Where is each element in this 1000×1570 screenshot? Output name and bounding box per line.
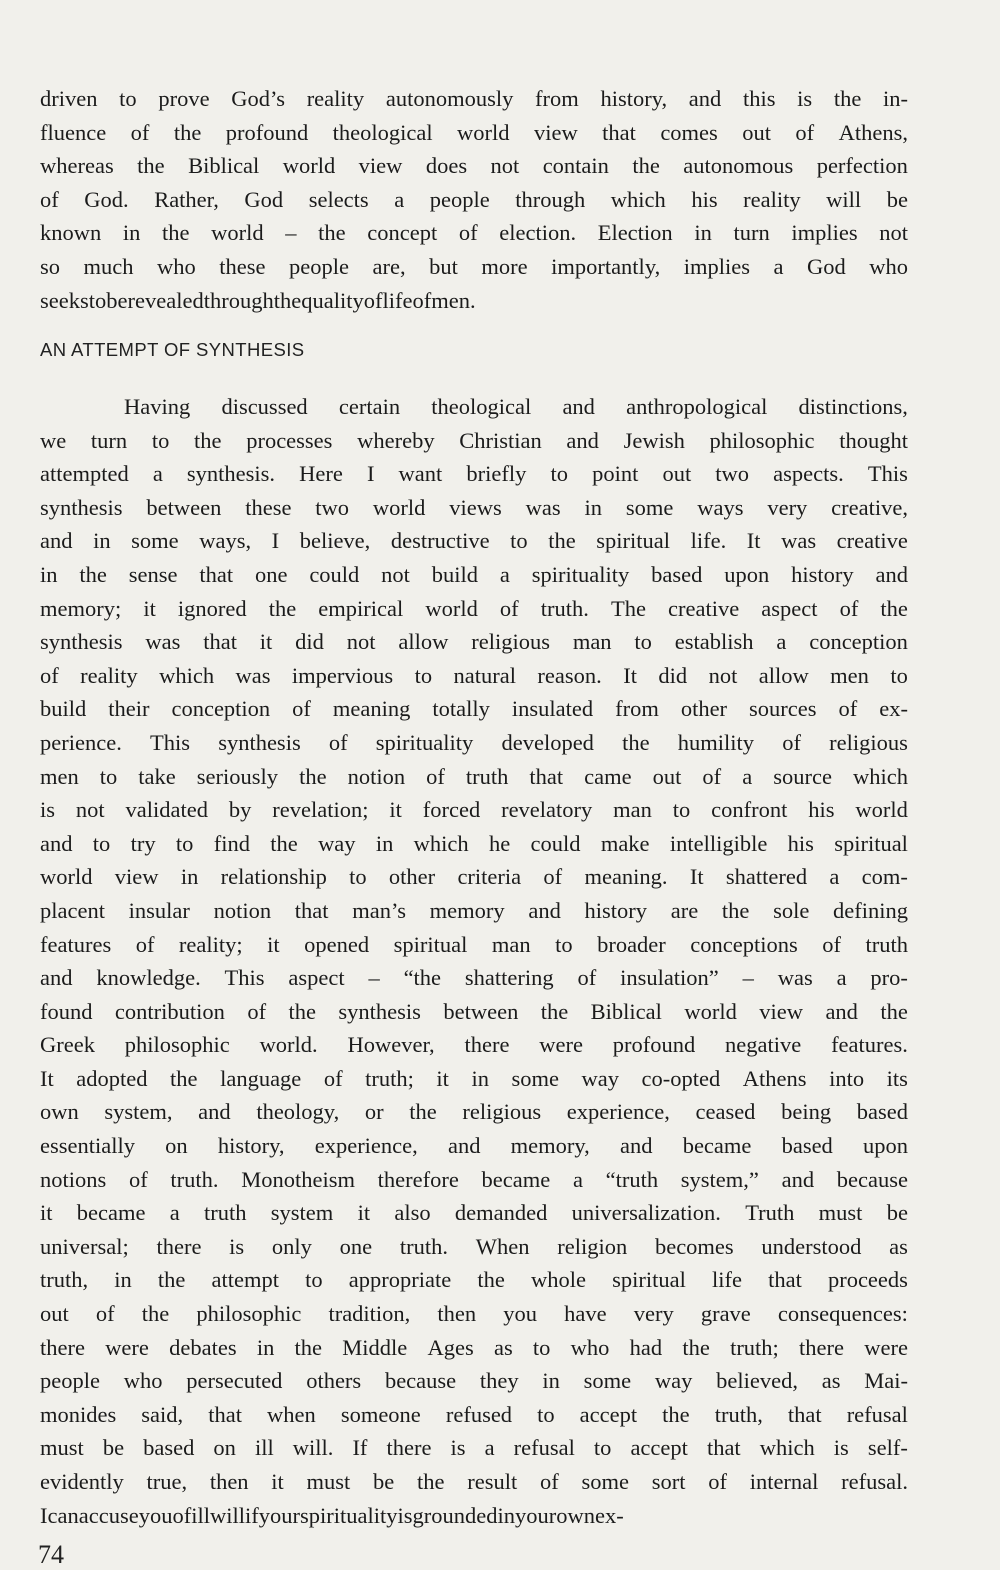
- text-line: attempted a synthesis. Here I want briefly to point out two aspects. This: [40, 461, 908, 487]
- text-line: and to try to find the way in which he could make intelligible his spiritual: [40, 830, 908, 856]
- text-line: fluence of the profound theological world view that comes out of Athens,: [40, 119, 908, 145]
- text-line: synthesis between these two world views was in some ways very creative,: [40, 494, 908, 520]
- text-line: and in some ways, I believe, destructive to the spiritual life. It was creative: [40, 528, 908, 554]
- paragraph-1: [40, 82, 908, 317]
- text-line: driven to prove God’s reality autonomously from history, and this is the in-: [40, 86, 908, 111]
- text-line: must be based on ill will. If there is a refusal to accept that which is self-: [40, 1435, 908, 1461]
- text-line: own system, and theology, or the religious experience, ceased being based: [40, 1099, 908, 1125]
- text-line: evidently true, then it must be the result of some sort of internal refusal.: [40, 1469, 908, 1494]
- text-line: essentially on history, experience, and memory, and became based upon: [40, 1133, 908, 1159]
- text-line: and knowledge. This aspect – “the shattering of insulation” – was a pro-: [40, 965, 908, 991]
- section-heading: AN ATTEMPT OF SYNTHESIS: [40, 339, 305, 360]
- text-line: Greek philosophic world. However, there were profound negative features.: [40, 1032, 908, 1058]
- text-line: so much who these people are, but more importantly, implies a God who: [40, 253, 908, 279]
- text-line: perience. This synthesis of spirituality developed the humility of religious: [40, 729, 908, 755]
- text-line: out of the philosophic tradition, then you have very grave consequences:: [40, 1301, 908, 1327]
- text-line: of reality which was impervious to natural reason. It did not allow men to: [40, 662, 908, 688]
- paragraph-2: [40, 390, 908, 1532]
- text-line: is not validated by revelation; it forced revelatory man to confront his world: [40, 797, 908, 823]
- text-line: truth, in the attempt to appropriate the whole spiritual life that proceeds: [40, 1267, 908, 1293]
- text-line: synthesis was that it did not allow religious man to establish a conception: [40, 629, 908, 655]
- text-line: build their conception of meaning totally insulated from other sources of ex-: [40, 696, 908, 722]
- text-line: memory; it ignored the empirical world of truth. The creative aspect of the: [40, 595, 908, 621]
- text-line: It adopted the language of truth; it in some way co-opted Athens into its: [40, 1065, 908, 1091]
- text-line: known in the world – the concept of election. Election in turn implies not: [40, 220, 908, 246]
- text-line: monides said, that when someone refused to accept the truth, that refusal: [40, 1401, 908, 1427]
- text-line: there were debates in the Middle Ages as to who had the truth; there were: [40, 1334, 908, 1360]
- text-line: we turn to the processes whereby Christian and Jewish philosophic thought: [40, 427, 908, 453]
- page-number: 74: [38, 1540, 64, 1569]
- text-line: world view in relationship to other criteria of meaning. It shattered a com-: [40, 864, 908, 890]
- text-line: universal; there is only one truth. When religion becomes understood as: [40, 1233, 908, 1259]
- text-line: it became a truth system it also demanded universalization. Truth must be: [40, 1200, 908, 1226]
- text-line: I can accuse you of ill will if your spirituality is grounded in your own ex-: [40, 1502, 624, 1528]
- text-line: people who persecuted others because they in some way believed, as Mai-: [40, 1368, 908, 1394]
- text-line: in the sense that one could not build a spirituality based upon history and: [40, 561, 908, 587]
- text-line: Having discussed certain theological and anthropological distinctions,: [124, 394, 908, 419]
- text-line: notions of truth. Monotheism therefore became a “truth system,” and because: [40, 1166, 908, 1192]
- text-line: whereas the Biblical world view does not contain the autonomous perfection: [40, 153, 908, 179]
- text-line: of God. Rather, God selects a people through which his reality will be: [40, 186, 908, 212]
- text-line: seeks to be revealed through the quality of life of men.: [40, 287, 476, 313]
- text-line: men to take seriously the notion of truth that came out of a source which: [40, 763, 908, 789]
- text-line: found contribution of the synthesis between the Biblical world view and the: [40, 998, 908, 1024]
- text-line: features of reality; it opened spiritual man to broader conceptions of truth: [40, 931, 908, 957]
- text-line: placent insular notion that man’s memory and history are the sole defining: [40, 897, 908, 923]
